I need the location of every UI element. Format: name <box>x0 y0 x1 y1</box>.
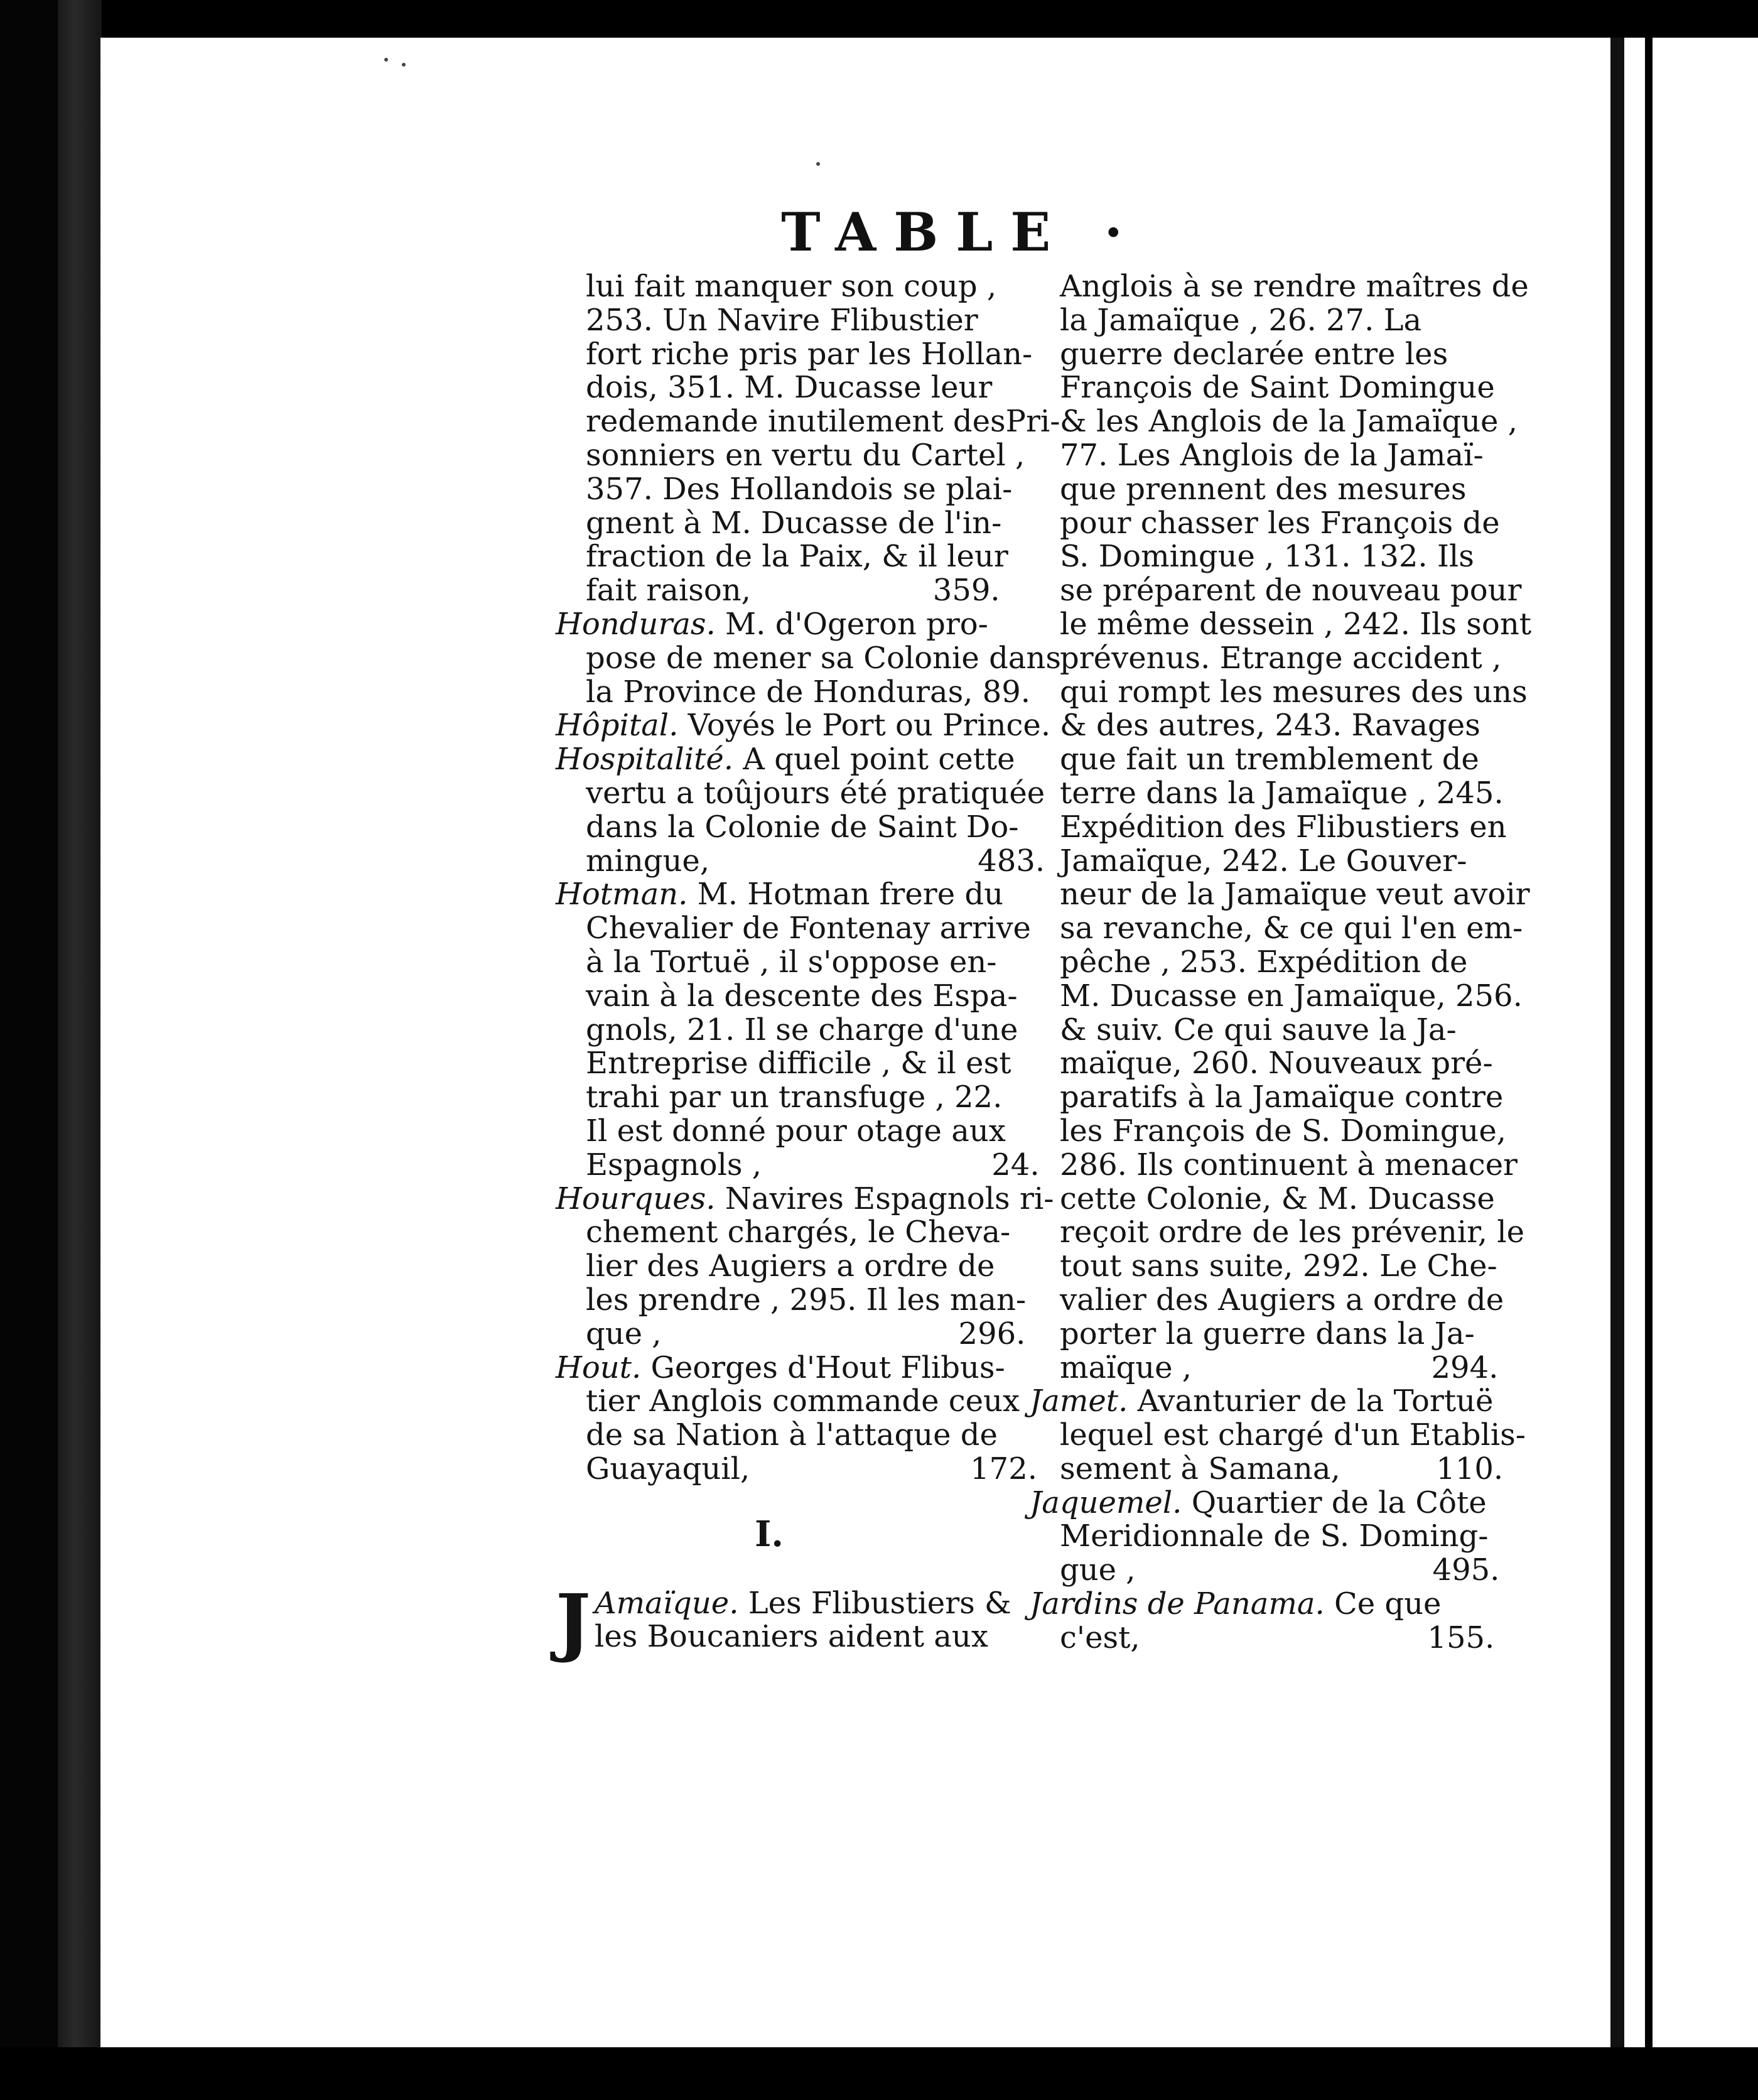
index-text-line <box>1030 304 1438 338</box>
entry-headword: Amaïque. <box>595 1585 739 1621</box>
index-text-line <box>1030 1046 1493 1081</box>
index-column-left <box>556 269 1061 1665</box>
index-text-line <box>1030 539 1474 575</box>
entry-text: Jamaïque, 242. Le Gouver- <box>1060 843 1467 879</box>
index-text-line <box>1030 1181 1495 1216</box>
entry-text: pour chasser les François de <box>1060 505 1500 541</box>
index-entry-line <box>595 1585 1011 1621</box>
entry-text: lier des Augiers a ordre de <box>586 1248 995 1284</box>
index-text-line <box>1030 911 1523 946</box>
index-text-line <box>1030 606 1532 642</box>
index-text-line <box>556 269 997 304</box>
entry-headword: Jaquemel. <box>1030 1485 1182 1520</box>
entry-text: pêche , 253. Expédition de <box>1060 944 1468 980</box>
scan-speck <box>816 162 820 166</box>
book-binding-edge <box>58 0 102 2100</box>
index-text-line <box>556 1113 1006 1149</box>
entry-text: vain à la descente des Espa- <box>586 978 1018 1014</box>
index-text-line <box>556 843 1045 879</box>
index-text-line <box>556 911 1031 946</box>
entry-text: gnols, 21. Il se charge d'une <box>586 1012 1018 1047</box>
index-entry-line <box>556 742 1015 777</box>
entry-text: prévenus. Etrange accident , <box>1060 640 1502 676</box>
index-text-line <box>1030 1282 1504 1318</box>
index-text-line <box>1030 370 1495 406</box>
index-text-line <box>556 1046 1011 1081</box>
entry-text: lequel est chargé d'un Etablis- <box>1060 1417 1526 1453</box>
entry-text: trahi par un transfuge , 22. <box>586 1080 1003 1115</box>
entry-text: mingue, 483. <box>586 843 1045 879</box>
index-entry-line <box>556 1181 1054 1216</box>
section-letter: I. <box>755 1513 784 1555</box>
index-text-line <box>556 1417 998 1453</box>
index-text-line <box>556 944 997 980</box>
index-text-line <box>1030 471 1467 507</box>
index-text-line <box>556 505 1002 541</box>
entry-text: c'est, 155. <box>1060 1620 1495 1655</box>
entry-text: S. Domingue , 131. 132. Ils <box>1060 539 1474 575</box>
entry-text: Meridionnale de S. Doming- <box>1060 1518 1489 1554</box>
entry-text: à la Tortuë , il s'oppose en- <box>586 944 997 980</box>
entry-text: pose de mener sa Colonie dans <box>586 640 1061 676</box>
entry-text: les François de S. Domingue, <box>1060 1113 1506 1149</box>
entry-headword: Jamet. <box>1030 1383 1128 1419</box>
index-text-line <box>1030 877 1530 912</box>
entry-text: les prendre , 295. Il les man- <box>586 1282 1027 1318</box>
index-text-line <box>1030 944 1468 980</box>
entry-headword: Honduras. <box>556 606 716 642</box>
index-text-line <box>1030 437 1484 473</box>
entry-text: reçoit ordre de les prévenir, le <box>1060 1215 1525 1250</box>
entry-text: A quel point cette <box>733 742 1015 777</box>
entry-text: Les Flibustiers & <box>738 1585 1011 1621</box>
entry-text: dois, 351. M. Ducasse leur <box>586 370 993 406</box>
entry-text: que , 296. <box>586 1316 1026 1351</box>
index-entry-line <box>1030 1485 1487 1520</box>
facing-page-border <box>1645 38 1653 2047</box>
index-text-line <box>556 809 1019 845</box>
index-entry-line <box>556 1350 1005 1385</box>
index-entry-line <box>1030 1383 1494 1419</box>
entry-headword: Hôpital. <box>556 708 679 744</box>
index-text-line <box>556 370 993 406</box>
entry-headword: Hourques. <box>556 1181 716 1216</box>
entry-text: Anglois à se rendre maîtres de <box>1060 269 1529 304</box>
entry-text: porter la guerre dans la Ja- <box>1060 1316 1475 1351</box>
entry-text: & des autres, 243. Ravages <box>1060 708 1480 744</box>
entry-text: Avanturier de la Tortuë <box>1128 1383 1494 1419</box>
scan-bottom-margin <box>0 2047 1758 2100</box>
entry-text: tout sans suite, 292. Le Che- <box>1060 1248 1497 1284</box>
entry-text: M. d'Ogeron pro- <box>715 606 988 642</box>
index-text-line <box>1030 978 1523 1014</box>
index-text-line <box>1030 640 1502 676</box>
index-text-line <box>1030 708 1480 744</box>
entry-text: vertu a toûjours été pratiquée <box>586 775 1045 811</box>
index-column-right <box>1030 269 1532 1655</box>
entry-text: neur de la Jamaïque veut avoir <box>1060 877 1530 912</box>
entry-text: gnent à M. Ducasse de l'in- <box>586 505 1002 541</box>
entry-headword: Jardins de Panama. <box>1030 1586 1325 1622</box>
entry-text: Ce que <box>1324 1586 1442 1622</box>
entry-text: sement à Samana, 110. <box>1060 1451 1504 1486</box>
entry-text: François de Saint Domingue <box>1060 370 1495 406</box>
index-text-line: les Boucaniers aident aux <box>595 1619 988 1655</box>
index-text-line <box>556 1215 1011 1250</box>
entry-headword: Hotman. <box>556 877 688 912</box>
index-text-line <box>1030 1518 1489 1554</box>
entry-text: lui fait manquer son coup , <box>586 269 997 304</box>
entry-text: cette Colonie, & M. Ducasse <box>1060 1181 1495 1216</box>
index-text-line <box>556 978 1018 1014</box>
index-text-line <box>556 336 1033 372</box>
index-text-line <box>1030 1147 1518 1183</box>
running-title: TABLE · <box>781 201 1140 263</box>
entry-text: Expédition des Flibustiers en <box>1060 809 1507 845</box>
index-text-line <box>556 775 1045 811</box>
dropcap-entry <box>556 1577 1011 1665</box>
entry-text: dans la Colonie de Saint Do- <box>586 809 1019 845</box>
entry-text: fraction de la Paix, & il leur <box>586 539 1008 575</box>
entry-text: & les Anglois de la Jamaïque , <box>1060 404 1518 440</box>
index-text-line <box>1030 843 1467 879</box>
index-entry-line <box>556 708 1051 744</box>
entry-text: M. Hotman frere du <box>688 877 1003 912</box>
entry-text: sa revanche, & ce qui l'en em- <box>1060 911 1523 946</box>
scan-left-margin <box>0 0 58 2100</box>
index-text-line <box>1030 1012 1457 1047</box>
index-text-line <box>1030 1113 1506 1149</box>
index-text-line <box>1030 573 1522 609</box>
index-text-line <box>556 640 1061 676</box>
entry-text: 286. Ils continuent à menacer <box>1060 1147 1518 1183</box>
entry-text: chement chargés, le Cheva- <box>586 1215 1011 1250</box>
index-text-line <box>556 1316 1026 1351</box>
facing-page-edge <box>1624 38 1758 2047</box>
entry-text: fait raison, 359. <box>586 573 1000 609</box>
index-text-line <box>1030 1451 1504 1486</box>
index-text-line <box>556 1012 1018 1047</box>
entry-text: redemande inutilement desPri- <box>586 404 1060 440</box>
entry-text: Georges d'Hout Flibus- <box>641 1350 1005 1385</box>
index-text-line <box>556 437 1025 473</box>
index-text-line <box>1030 1552 1500 1588</box>
entry-text: Entreprise difficile , & il est <box>586 1046 1011 1081</box>
entry-text: tier Anglois commande ceux <box>586 1383 1020 1419</box>
entry-text: maïque , 294. <box>1060 1350 1499 1385</box>
entry-text: M. Ducasse en Jamaïque, 256. <box>1060 978 1523 1014</box>
entry-text: de sa Nation à l'attaque de <box>586 1417 998 1453</box>
entry-text: & suiv. Ce qui sauve la Ja- <box>1060 1012 1457 1047</box>
entry-text: Quartier de la Côte <box>1182 1485 1487 1520</box>
index-text-line <box>1030 674 1528 710</box>
index-text-line <box>556 1451 1038 1486</box>
index-text-line <box>556 304 983 338</box>
page-edge <box>1610 38 1624 2047</box>
entry-text: 77. Les Anglois de la Jamaï- <box>1060 437 1484 473</box>
entry-text: paratifs à la Jamaïque contre <box>1060 1080 1504 1115</box>
index-entry-line <box>1030 1586 1442 1622</box>
index-text-line <box>1030 809 1507 845</box>
entry-text: valier des Augiers a ordre de <box>1060 1282 1504 1318</box>
entry-text: que fait un tremblement de <box>1060 742 1479 777</box>
index-text-line <box>556 1383 1020 1419</box>
index-text-line <box>1030 1350 1499 1385</box>
index-text-line <box>556 404 1060 440</box>
entry-text: 357. Des Hollandois se plai- <box>586 471 1013 507</box>
index-text-line <box>556 1248 995 1284</box>
index-entry-line <box>556 606 988 642</box>
index-text-line <box>556 471 1013 507</box>
entry-text: la Jamaïque , 26. 27. La <box>1060 302 1422 338</box>
index-entry-line <box>556 877 1003 912</box>
index-text-line <box>1030 775 1504 811</box>
index-text-line <box>1030 742 1479 777</box>
index-text-line <box>1030 404 1518 440</box>
index-text-line <box>1030 1080 1504 1115</box>
entry-text: guerre declarée entre les <box>1060 336 1448 372</box>
entry-text: Espagnols , 24. <box>586 1147 1040 1183</box>
entry-text: Guayaquil, 172. <box>586 1451 1038 1486</box>
entry-text: sonniers en vertu du Cartel , <box>586 437 1025 473</box>
entry-text: la Province de Honduras, 89. <box>586 674 1031 710</box>
entry-text: Il est donné pour otage aux <box>586 1113 1006 1149</box>
entry-text: qui rompt les mesures des uns <box>1060 674 1528 710</box>
dropcap-letter: J <box>556 1577 591 1665</box>
entry-text: le même dessein , 242. Ils sont <box>1060 606 1532 642</box>
index-text-line <box>556 1147 1040 1183</box>
entry-text: Voyés le Port ou Prince. <box>678 708 1051 744</box>
entry-text: maïque, 260. Nouveaux pré- <box>1060 1046 1493 1081</box>
index-text-line <box>1030 1215 1525 1250</box>
index-text-line <box>556 1282 1027 1318</box>
index-text-line <box>1030 269 1529 304</box>
scan-speck <box>384 58 388 62</box>
entry-text: gue , 495. <box>1060 1552 1500 1588</box>
index-text-line <box>556 573 1000 609</box>
index-text-line <box>1030 1417 1526 1453</box>
index-text-line <box>1030 505 1500 541</box>
index-text-line <box>1030 1248 1497 1284</box>
entry-text: que prennent des mesures <box>1060 471 1467 507</box>
entry-text: Chevalier de Fontenay arrive <box>586 911 1031 946</box>
entry-text: Navires Espagnols ri- <box>715 1181 1054 1216</box>
scan-speck <box>402 63 406 67</box>
entry-text: 253. Un Navire Flibustier <box>586 302 978 338</box>
index-text-line <box>556 1080 1003 1115</box>
index-text-line <box>1030 1620 1495 1655</box>
index-text-line <box>1030 336 1448 372</box>
index-text-line <box>556 674 1031 710</box>
entry-text: se préparent de nouveau pour <box>1060 573 1522 609</box>
entry-headword: Hospitalité. <box>556 742 734 777</box>
entry-text: terre dans la Jamaïque , 245. <box>1060 775 1504 811</box>
index-text-line <box>1030 1316 1475 1351</box>
index-text-line <box>556 539 1008 575</box>
entry-headword: Hout. <box>556 1350 642 1385</box>
entry-text: fort riche pris par les Hollan- <box>586 336 1033 372</box>
